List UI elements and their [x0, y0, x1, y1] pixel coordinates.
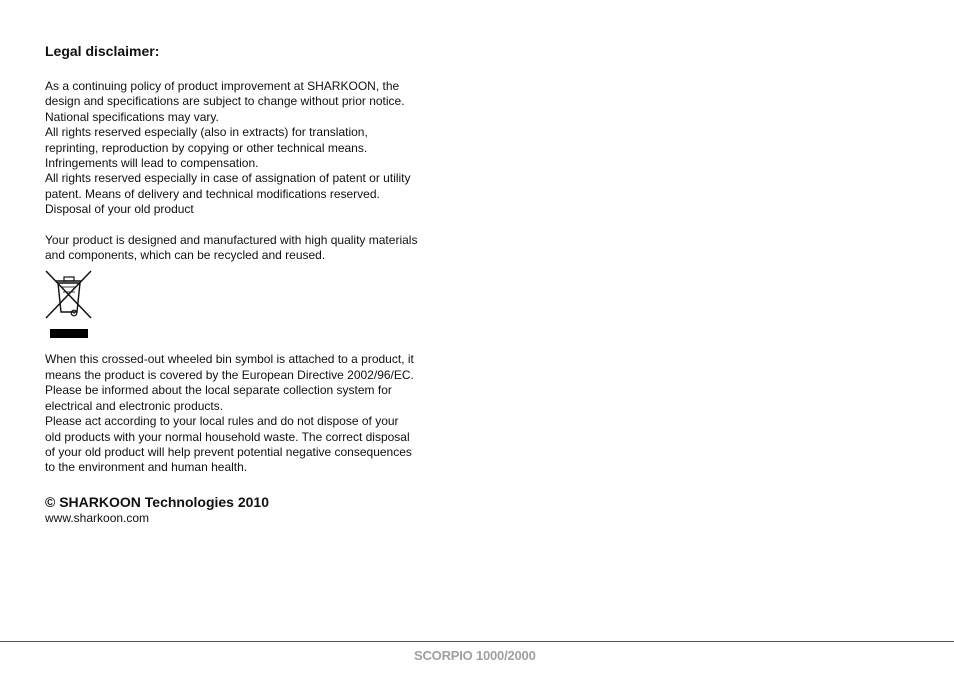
weee-paragraph: When this crossed-out wheeled bin symbol is attached to a product, it means the product is covered by the European Directive 2002/96/EC. Please be informed about the local separate collection system for electrical and electronic products. Please act according to your local rules and do not dispose of your old products with your normal household waste. The correct disposal of your old product will help prevent potential negative consequences to the environment and human health.	[45, 352, 414, 475]
legal-disclaimer-section	[45, 42, 475, 526]
disposal-heading: Disposal of your old product	[45, 202, 194, 217]
disclaimer-paragraph: As a continuing policy of product improvement at SHARKOON, the design and specifications are subject to change without prior notice. National specifications may vary. All rights reserved especially (also in extracts) for translation, reprinting, reproduction by copying or other technical means. Infringements will lead to compensation. All rights reserved especially in case of assignation of patent or utility patent. Means of delivery and technical modifications reserved.	[45, 79, 411, 201]
footer-divider	[0, 641, 954, 642]
disclaimer-heading: Legal disclaimer:	[45, 43, 160, 59]
recycling-paragraph: Your product is designed and manufactured with high quality materials and components, which can be recycled and reused.	[45, 232, 418, 263]
copyright-line: © SHARKOON Technologies 2010	[45, 493, 269, 510]
crossed-out-wheeled-bin-icon	[45, 270, 95, 340]
footer-product-name: SCORPIO 1000/2000	[414, 648, 536, 663]
website-link[interactable]: www.sharkoon.com	[45, 510, 150, 525]
